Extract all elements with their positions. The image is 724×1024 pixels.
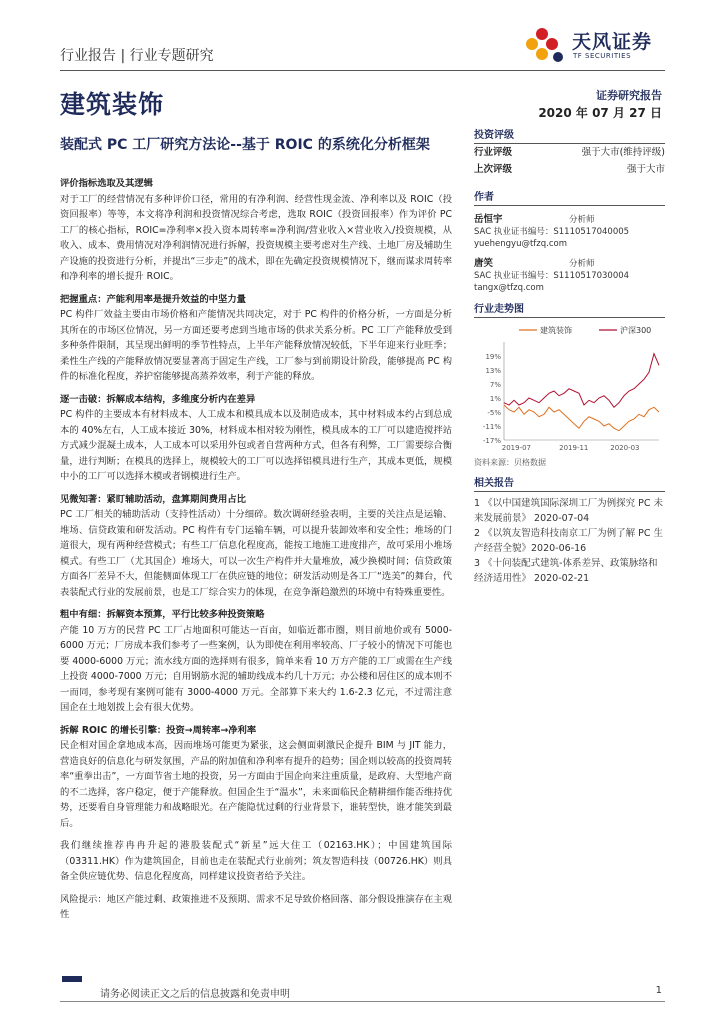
- related-report-link[interactable]: 1 《以中国建筑国际深圳工厂为例探究 PC 未来发展前景》 2020-07-04: [474, 498, 663, 524]
- legend-label: 沪深300: [620, 326, 652, 335]
- section-heading: 粗中有细：拆解资本预算，平行比较多种投资策略: [60, 609, 265, 620]
- related-report-link[interactable]: 2 《以筑友智造科技南京工厂为例了解 PC 生产经营全貌》2020-06-16: [474, 528, 663, 554]
- logo-text-en: TF SECURITIES: [573, 52, 632, 60]
- related-panel: [474, 474, 665, 586]
- footer-disclaimer: 请务必阅读正文之后的信息披露和免责申明: [100, 989, 290, 1000]
- risk-text: 风险提示：地区产能过剩、政策推进不及预期、需求不足导致价格回落、部分假设推演存在主观性: [60, 893, 452, 920]
- footer-bar: [62, 976, 82, 982]
- analyst-name: 唐笑: [474, 258, 494, 269]
- logo-mark-icon: [520, 23, 570, 67]
- section-body: PC 构件厂效益主要由市场价格和产能情况共同决定，对于 PC 构件的价格分析，一方面是分析其所在的市场区位情况，另一方面还要考虑到当地市场的供求关系分析。PC 工厂产能释放受到多种条件限制，其呈现出鲜明的季节性特点，上半年产能释放情况较低，下半年迎来行业旺季；柔性生产线的产能释放情况要显著高于固定生产线，工厂参与到前期设计阶段，能够提高 PC 构件的标准化程度，养护窑能够提高蒸养效率，利于产能的释放。: [60, 309, 452, 382]
- analyst-name: 岳恒宇: [474, 214, 503, 225]
- section-heading: 拆解 ROIC 的增长引擎：投资→周转率→净利率: [60, 724, 257, 736]
- trend-chart: [474, 322, 665, 454]
- report-type: 证券研究报告: [596, 89, 662, 102]
- section-heading: 见微知著：紧盯辅助活动，盘算期间费用占比: [60, 493, 246, 505]
- analyst-cert: SAC 执业证书编号：S1110517030004: [474, 271, 630, 281]
- rating-label: 行业评级: [474, 147, 513, 158]
- section-heading: 评价指标选取及其逻辑: [60, 178, 153, 189]
- rating-label: 上次评级: [474, 164, 513, 175]
- footer-divider: [60, 1001, 665, 1002]
- y-tick-label: -17%: [482, 437, 501, 445]
- y-tick-label: 19%: [485, 353, 501, 361]
- rating-title: 投资评级: [474, 126, 665, 144]
- author-title: 作者: [474, 188, 665, 206]
- main-content: [60, 176, 452, 930]
- report-title: 装配式 PC 工厂研究方法论--基于 ROIC 的系统化分析框架: [60, 137, 430, 153]
- section-body: PC 构件的主要成本有材料成本、人工成本和模具成本以及制造成本，其中材料成本约占到总成本的 40%左右，人工成本接近 30%，材料成本相对较为刚性，模具成本的工厂可以建造搅拌站方式减少混凝土成本，人工成本可以采用外包或者自营两种方式，但各有利弊，工厂需要综合衡量，进行判断；在模具的选择上，规模较大的工厂可以选择铝模具进行生产，其成本更低，规模中小的工厂可以选择木模或者钢模进行生产。: [60, 409, 452, 482]
- rating-value: 强于大市(维持评级): [581, 147, 665, 158]
- rating-row: [474, 144, 665, 161]
- rating-value: 强于大市: [626, 164, 665, 175]
- y-tick-label: -5%: [487, 409, 501, 417]
- rating-panel: [474, 126, 665, 178]
- header-divider: [60, 70, 665, 71]
- trend-panel: [474, 300, 665, 468]
- related-report-link[interactable]: 3 《十问装配式建筑-体系差异、政策脉络和经济适用性》 2020-02-21: [474, 558, 658, 584]
- author-panel: [474, 188, 665, 294]
- x-tick-label: 2020-03: [610, 444, 640, 452]
- analyst-card: [474, 258, 665, 294]
- analyst-email[interactable]: yuehengyu@tfzq.com: [474, 239, 568, 249]
- chart-source: 资料来源：贝格数据: [474, 458, 546, 467]
- report-date: 2020 年 07 月 27 日: [538, 106, 662, 120]
- logo-text-cn: 天风证券: [572, 31, 653, 53]
- analyst-role: 分析师: [569, 215, 595, 225]
- legend-label: 建筑装饰: [540, 326, 572, 335]
- section-body: 对于工厂的经营情况有多种评价口径，常用的有净利润、经营性现金流、净利率以及 ROIC（投资回报率）等等，本文将净利润和投资情况综合考虑，选取 ROIC（投资回报率）作为评价 PC 工厂的核心指标，ROIC=净利率×投入资本周转率=净利润/营业收入×营业收入/投资规模，从收入、成本、费用情况对净利润情况进行拆解，投资规模主要考虑对生产线、土地厂房及辅助生产设施的投资进行分析，并提出“三步走”的战术，即在先确定投资规模情况下，继而谋求周转率和净利率的增长提升 ROIC。: [60, 193, 452, 282]
- report-category: 行业报告 | 行业专题研究: [60, 48, 214, 64]
- section-heading: 把握重点：产能利用率是提升效益的中坚力量: [60, 293, 246, 305]
- rating-row: [474, 161, 665, 178]
- page-number: 1: [655, 985, 662, 996]
- analyst-card: [474, 214, 665, 250]
- related-title: 相关报告: [474, 474, 665, 492]
- company-logo: [520, 23, 670, 67]
- section-body: 产能 10 万方的民营 PC 工厂占地面积可能达一百亩，如临近都市圈，则目前地价或有 5000-6000 万元；厂房成本我们参考了一些案例，认为即使在利用率较高、厂子较小的情况下可能也要 4000-6000 万元；流水线方面的选择则有很多，简单来看 10 万方产能的工厂或需在生产线上投资 4000-7000 万元；自用钢筋水泥的辅助线成本约几十万元；办公楼和居住区的成本则不一而同，参考现有案例可能有 3000-4000 万元。全部算下来大约 1.6-2.3 亿元，不过需注意国企在土地划拨上会有很大优势。: [60, 624, 452, 713]
- y-tick-label: 7%: [489, 381, 501, 389]
- trend-title: 行业走势图: [474, 300, 665, 318]
- analyst-cert: SAC 执业证书编号：S1110517040005: [474, 227, 630, 237]
- sector-title: 建筑装饰: [60, 90, 165, 119]
- section-body: PC 工厂相关的辅助活动（支持性活动）十分细碎。数次调研经验表明，主要的关注点是运输、堆场、信贷政策和研发活动。PC 构件有专门运输车辆，可以提升装卸效率和安全性；堆场的门道很大，现有两种经营模式；有些工厂信息化程度高，能按工地施工进度排产，故可采用小堆场模式。有些工厂（尤其国企）堆场大，可以一次生产构件并大量堆放，减少换模时间；信贷政策方面各厂差异不大，但能侧面体现工厂在供应链的地位；研发活动则是各工厂“选美”的舞台，代表装配式行业的发展前景，也是工厂综合实力的体现，在竞争渐趋激烈的环境中有特殊重要性。: [60, 509, 452, 598]
- y-tick-label: 13%: [485, 367, 501, 375]
- y-tick-label: -11%: [482, 423, 501, 431]
- recommendation-text: 我们继续推荐冉冉升起的港股装配式“新星”远大住工（02163.HK）；中国建筑国际（03311.HK）作为建筑国企，目前也走在装配式行业前列；筑友智造科技（00726.HK）则具备全供应链优势、信息化程度高，同样建议投资者给予关注。: [60, 840, 452, 882]
- series-line: [504, 405, 659, 431]
- x-tick-label: 2019-11: [559, 444, 589, 452]
- y-tick-label: 1%: [489, 395, 501, 403]
- section-body: 民企相对国企拿地成本高，因而堆场可能更为紧张，这会侧面刺激民企提升 BIM 与 JIT 能力，营造良好的信息化与研发氛围，产品的附加值和净利率有提升的趋势；国企则以较高的投资周转率“重拳出击”，一方面节省土地的投资，另一方面由于国企向来注重质量，是政府、大型地产商的不二选择，客户稳定，便于产能释放。但国企生于“温水”，未来面临民企精耕细作能否维持优势，还要看自身管理能力和战略眼光。在产能隐忧过剩的行业背景下，谁转型快，谁才能笑到最后。: [60, 740, 452, 829]
- x-tick-label: 2019-07: [501, 444, 532, 452]
- analyst-role: 分析师: [569, 259, 595, 269]
- analyst-email[interactable]: tangx@tfzq.com: [474, 283, 544, 293]
- series-line: [504, 354, 659, 408]
- section-heading: 逐一击破：拆解成本结构，多维度分析内在差异: [60, 393, 256, 405]
